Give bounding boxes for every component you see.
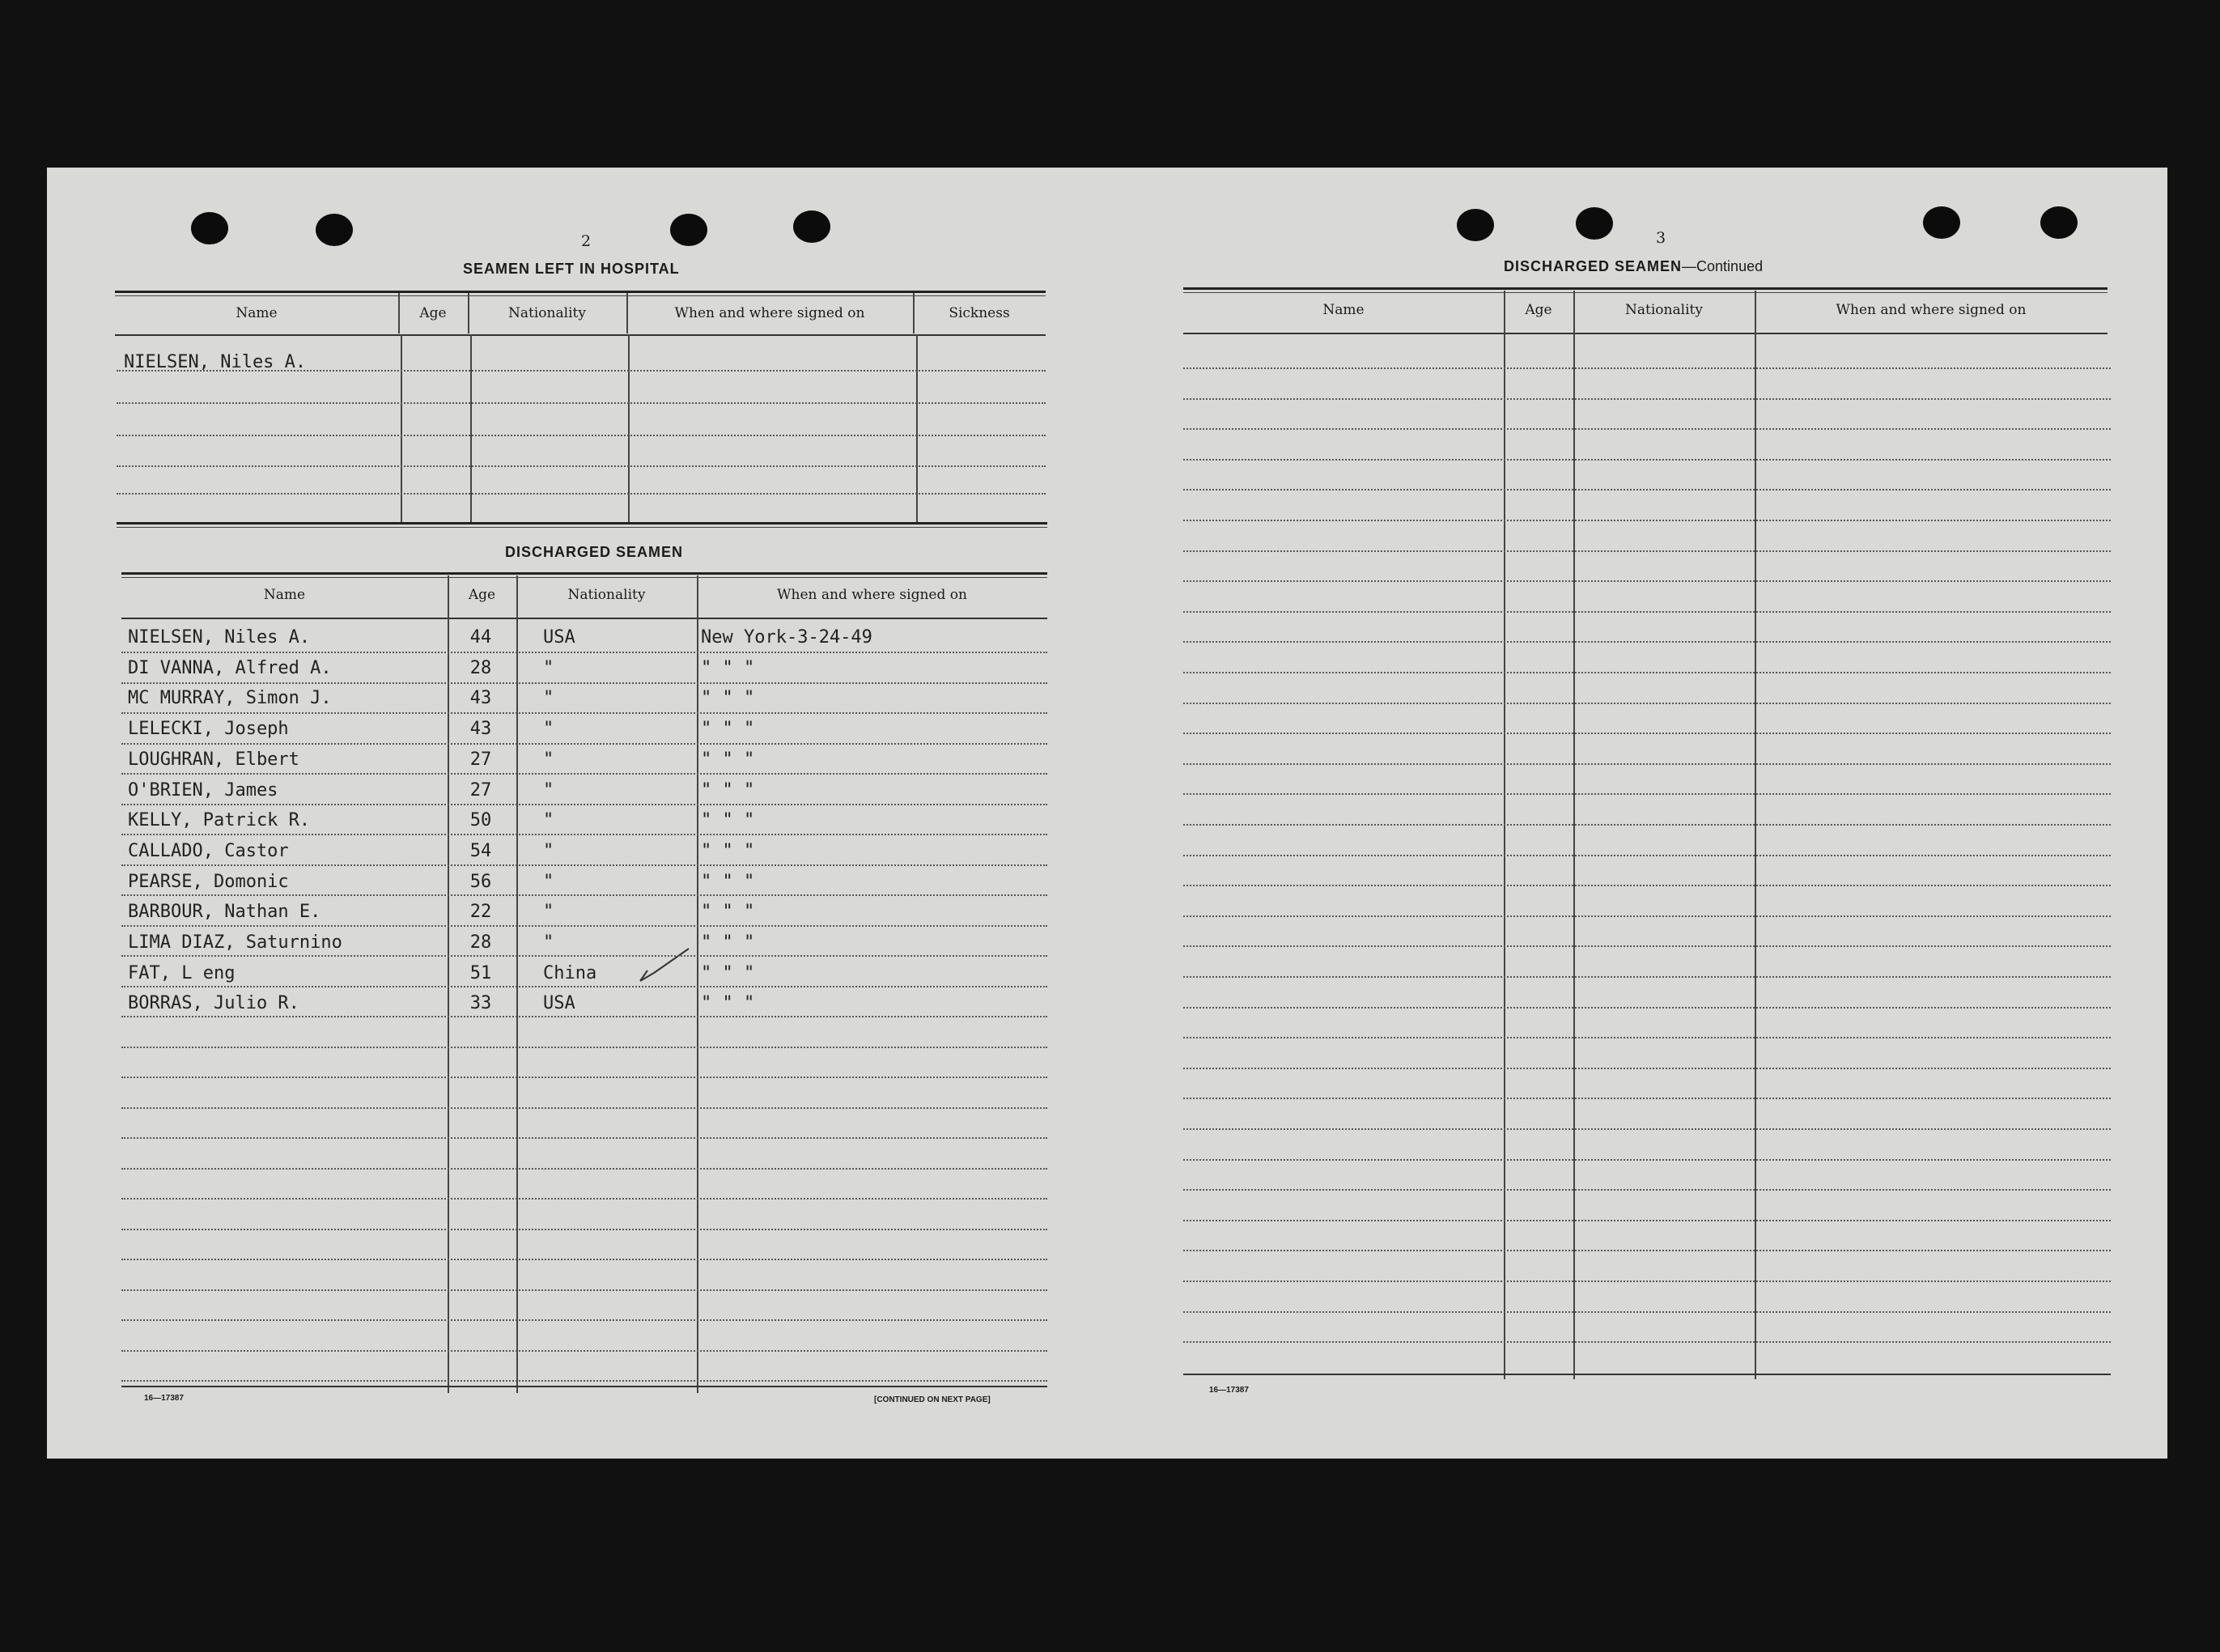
- ruled-line: [1183, 824, 2111, 826]
- seaman-nationality: ": [543, 780, 554, 801]
- punch-hole: [1923, 206, 1960, 239]
- ruled-line: [1183, 611, 2111, 613]
- seaman-age: 54: [469, 841, 492, 861]
- seaman-nationality: USA: [543, 993, 575, 1013]
- seaman-nationality: ": [543, 688, 554, 708]
- continued-title: [1504, 258, 1763, 275]
- table-row: [47, 719, 1051, 748]
- seaman-age: 22: [469, 902, 492, 922]
- punch-hole: [793, 210, 830, 243]
- seaman-name: BORRAS, Julio R.: [128, 993, 299, 1013]
- ruled-line: [1183, 641, 2111, 643]
- right-column-header: When and where signed on: [1836, 302, 2027, 318]
- continued-title-main: DISCHARGED SEAMEN: [1504, 258, 1683, 274]
- seaman-nationality: ": [543, 872, 554, 892]
- seaman-signed-on: " " ": [701, 810, 755, 830]
- table-row: [47, 658, 1051, 687]
- form-number-right: 16—17387: [1209, 1386, 1249, 1395]
- ruled-line: [1183, 550, 2111, 552]
- ruled-line: [1183, 459, 2111, 461]
- right-column-header: Nationality: [1625, 302, 1703, 318]
- discharged-top-rule: [121, 572, 1047, 575]
- seaman-nationality: ": [543, 841, 554, 861]
- punch-hole: [1576, 207, 1613, 240]
- seaman-signed-on: " " ": [701, 658, 755, 678]
- punch-hole: [191, 212, 228, 244]
- seaman-name: FAT, L eng: [128, 963, 236, 983]
- ruled-line: [1183, 1098, 2111, 1099]
- seaman-signed-on: " " ": [701, 841, 755, 861]
- seaman-signed-on: " " ": [701, 902, 755, 922]
- seaman-signed-on: New York-3-24-49: [701, 627, 872, 648]
- table-row: [47, 932, 1051, 962]
- ruled-line: [1183, 703, 2111, 704]
- bottom-rule: [121, 1386, 1047, 1387]
- ruled-line: [1183, 1159, 2111, 1161]
- ruled-line: [121, 1198, 1047, 1200]
- seaman-nationality: China: [543, 963, 597, 983]
- seaman-nationality: ": [543, 750, 554, 770]
- column-divider: [468, 293, 469, 333]
- ruled-line: [1183, 1311, 2111, 1313]
- right-column-header: Name: [1322, 302, 1365, 318]
- ruled-line: [1183, 1007, 2111, 1009]
- ruled-line: [1183, 1220, 2111, 1221]
- table-row: [47, 810, 1051, 839]
- ruled-line: [1183, 1250, 2111, 1251]
- page-number-right: 3: [1656, 229, 1666, 247]
- seaman-age: 33: [469, 993, 492, 1013]
- hospital-column-header: Sickness: [949, 305, 1010, 321]
- ruled-line: [1183, 398, 2111, 400]
- seaman-age: 56: [469, 872, 492, 892]
- seaman-name: KELLY, Patrick R.: [128, 810, 311, 830]
- ruled-line: [117, 465, 1046, 467]
- discharged-column-header: Age: [468, 587, 496, 603]
- seaman-age: 43: [469, 688, 492, 708]
- hospital-column-header: Nationality: [508, 305, 586, 321]
- column-divider: [913, 293, 915, 333]
- crew-list-sheet: [47, 168, 2167, 1459]
- ruled-line: [121, 1319, 1047, 1321]
- hospital-column-header: Name: [236, 305, 278, 321]
- punch-hole: [2040, 206, 2078, 239]
- table-row: [47, 841, 1051, 870]
- ruled-line: [117, 435, 1046, 436]
- ruled-line: [1183, 945, 2111, 947]
- seaman-age: 43: [469, 719, 492, 739]
- seaman-nationality: ": [543, 658, 554, 678]
- seaman-name: LIMA DIAZ, Saturnino: [128, 932, 342, 953]
- ruled-line: [1183, 428, 2111, 430]
- ruled-line: [121, 1047, 1047, 1048]
- ruled-line: [117, 370, 1046, 372]
- discharged-column-header: Nationality: [567, 587, 646, 603]
- column-divider: [1504, 291, 1505, 1379]
- ruled-line: [1183, 1341, 2111, 1343]
- column-divider: [1573, 291, 1575, 1379]
- seaman-signed-on: " " ": [701, 688, 755, 708]
- discharged-header-rule: [121, 618, 1047, 619]
- ruled-line: [1183, 1189, 2111, 1191]
- discharged-column-header: Name: [263, 587, 306, 603]
- seaman-signed-on: " " ": [701, 963, 755, 983]
- ruled-line: [121, 1168, 1047, 1170]
- ruled-line: [117, 493, 1046, 495]
- column-divider: [398, 293, 400, 333]
- hospital-title: SEAMEN LEFT IN HOSPITAL: [463, 261, 680, 277]
- seaman-nationality: USA: [543, 627, 575, 648]
- ruled-line: [1183, 367, 2111, 369]
- ruled-line: [1183, 580, 2111, 582]
- table-row: [47, 780, 1051, 809]
- seaman-nationality: ": [543, 932, 554, 953]
- ruled-line: [1183, 915, 2111, 917]
- ruled-line: [1183, 1280, 2111, 1282]
- seaman-name: BARBOUR, Nathan E.: [128, 902, 321, 922]
- seaman-age: 27: [469, 780, 492, 801]
- hospital-top-rule: [115, 291, 1046, 293]
- punch-hole: [1457, 209, 1494, 241]
- ruled-line: [1183, 1037, 2111, 1038]
- seaman-age: 51: [469, 963, 492, 983]
- ruled-line: [1183, 1128, 2111, 1130]
- seaman-nationality: ": [543, 902, 554, 922]
- seaman-signed-on: " " ": [701, 719, 755, 739]
- seaman-name: PEARSE, Domonic: [128, 872, 289, 892]
- seaman-signed-on: " " ": [701, 750, 755, 770]
- table-row: [47, 750, 1051, 779]
- punch-hole: [670, 214, 707, 246]
- seaman-age: 28: [469, 658, 492, 678]
- right-top-rule: [1183, 287, 2108, 290]
- ruled-line: [1183, 976, 2111, 978]
- hospital-header-rule: [115, 334, 1046, 336]
- table-row: [47, 872, 1051, 901]
- seaman-age: 44: [469, 627, 492, 648]
- ruled-line: [117, 402, 1046, 404]
- hospital-column-header: Age: [419, 305, 447, 321]
- ruled-line: [1183, 855, 2111, 856]
- seaman-name: MC MURRAY, Simon J.: [128, 688, 332, 708]
- column-divider: [1755, 291, 1756, 1379]
- ruled-line: [1183, 489, 2111, 491]
- seaman-name: LOUGHRAN, Elbert: [128, 750, 299, 770]
- ruled-line: [1183, 885, 2111, 886]
- seaman-nationality: ": [543, 810, 554, 830]
- hospital-name-cell: NIELSEN, Niles A.: [124, 352, 307, 372]
- ruled-line: [121, 1077, 1047, 1078]
- punch-hole: [316, 214, 353, 246]
- seaman-age: 50: [469, 810, 492, 830]
- seaman-name: NIELSEN, Niles A.: [128, 627, 311, 648]
- ruled-line: [1183, 733, 2111, 734]
- ruled-line: [1183, 672, 2111, 673]
- ruled-line: [121, 1289, 1047, 1291]
- seaman-name: O'BRIEN, James: [128, 780, 278, 801]
- table-row: [47, 688, 1051, 717]
- column-divider: [626, 293, 628, 333]
- hospital-bottom-rule: [117, 522, 1047, 524]
- hospital-column-header: When and where signed on: [674, 305, 865, 321]
- ruled-line: [121, 1137, 1047, 1139]
- ruled-line: [1183, 763, 2111, 765]
- continued-title-suffix: —Continued: [1682, 258, 1764, 274]
- ruled-line: [121, 1229, 1047, 1230]
- right-column-header: Age: [1525, 302, 1552, 318]
- seaman-age: 28: [469, 932, 492, 953]
- seaman-signed-on: " " ": [701, 872, 755, 892]
- page-number-left: 2: [581, 232, 592, 250]
- seaman-signed-on: " " ": [701, 932, 755, 953]
- continued-note: [CONTINUED ON NEXT PAGE]: [874, 1395, 991, 1404]
- seaman-name: LELECKI, Joseph: [128, 719, 289, 739]
- ruled-line: [1183, 1068, 2111, 1069]
- form-number-left: 16—17387: [144, 1394, 184, 1403]
- table-row: [47, 627, 1051, 656]
- ruled-line: [1183, 520, 2111, 521]
- seaman-name: CALLADO, Castor: [128, 841, 289, 861]
- ruled-line: [1183, 793, 2111, 795]
- seaman-nationality: ": [543, 719, 554, 739]
- bottom-rule: [1183, 1374, 2111, 1375]
- seaman-age: 27: [469, 750, 492, 770]
- right-header-rule: [1183, 333, 2108, 334]
- ruled-line: [121, 1107, 1047, 1109]
- seaman-signed-on: " " ": [701, 993, 755, 1013]
- table-row: [47, 902, 1051, 931]
- table-row: [47, 993, 1051, 1022]
- discharged-column-header: When and where signed on: [777, 587, 967, 603]
- discharged-title: DISCHARGED SEAMEN: [505, 544, 684, 560]
- table-row: [47, 963, 1051, 992]
- seaman-signed-on: " " ": [701, 780, 755, 801]
- seaman-name: DI VANNA, Alfred A.: [128, 658, 332, 678]
- ruled-line: [121, 1259, 1047, 1260]
- ruled-line: [121, 1350, 1047, 1352]
- ruled-line: [121, 1380, 1047, 1382]
